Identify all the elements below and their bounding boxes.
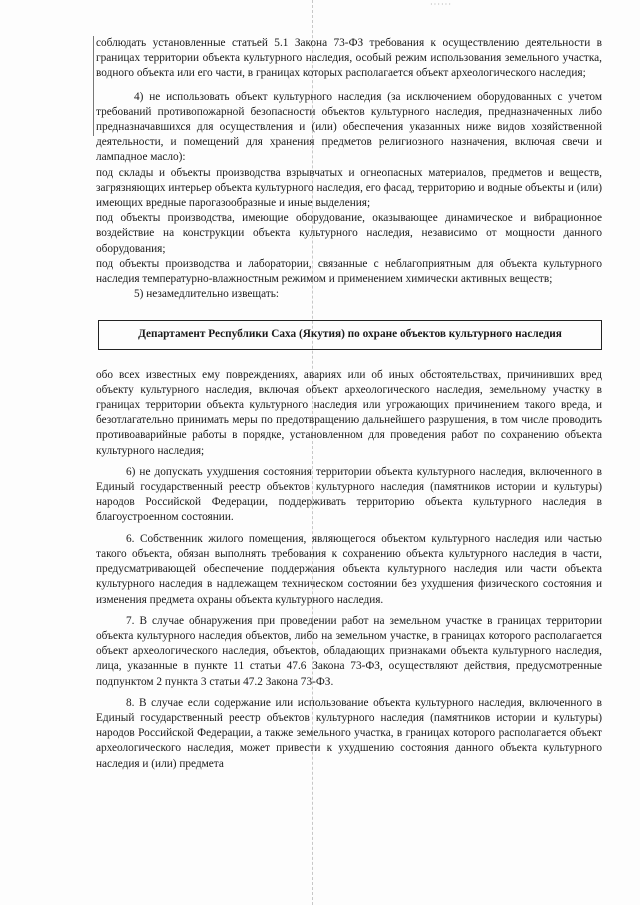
paragraph: обо всех известных ему повреждениях, авариях или об иных обстоятельствах, причинивших вред объекту культурного наследия, включая объект археологического наследия, земельному участку в границах территории объекта культурного наследия или угрожающих причинением такого вреда, и безотлагательно принимать меры по предотвращению дальнейшего разрушения, в том числе проводить противоаварийные работы в порядке, установленном для проведения работ по сохранению объекта культурного наследия; xyxy=(96,368,602,457)
paragraph: под склады и объекты производства взрывчатых и огнеопасных материалов, предметов и веществ, загрязняющих интерьер объекта культурного наследия, его фасад, территорию и водные объекты и (или) имеющих вредные парогазообразные и иные выделения; xyxy=(96,166,602,210)
department-stamp: Департамент Республики Саха (Якутия) по охране объектов культурного наследия xyxy=(98,320,602,349)
header-mark: ······ xyxy=(430,0,452,9)
paragraph: 7. В случае обнаружения при проведении работ на земельном участке в границах территории объекта культурного наследия объектов, либо на земельном участке, в границах которого располагается объект археологического наследия, объектов, обладающих признаками объекта культурного наследия, лица, указанные в пункте 11 статьи 47.6 Закона 73-ФЗ, осуществляют действия, предусмотренные подпунктом 2 пункта 3 статьи 47.2 Закона 73-ФЗ. xyxy=(96,614,602,688)
paragraph: под объекты производства, имеющие оборудование, оказывающее динамическое и вибрационное воздействие на конструкции объекта культурного наследия, независимо от мощности данного оборудования; xyxy=(96,212,602,255)
margin-bracket xyxy=(93,36,94,136)
paragraph: 4) не использовать объект культурного наследия (за исключением оборудованных с учетом требований противопожарной безопасности объектов культурного наследия, предназначенных либо предназначавшихся для осуществления и (или) обеспечения указанных ниже видов хозяйственной деятельности, и помещений для хранения предметов религиозного назначения, включая свечи и лампадное масло): xyxy=(96,90,602,164)
paragraph: под объекты производства и лаборатории, связанные с неблагоприятным для объекта культурного наследия температурно-влажностным режимом и применением химически активных веществ; xyxy=(96,257,602,286)
paragraph: соблюдать установленные статьей 5.1 Закона 73-ФЗ требования к осуществлению деятельности в границах территории объекта культурного наследия, особый режим использования земельного участка, водного объекта или его части, в границах которых располагается объект археологического наследия; xyxy=(96,37,602,80)
paragraph: 6. Собственник жилого помещения, являющегося объектом культурного наследия или частью такого объекта, обязан выполнять требования к сохранению объекта культурного наследия в части, предусматривающей обеспечение поддержания объекта культурного наследия или части объекта культурного наследия в надлежащем техническом состоянии без ухудшения физического состояния и изменения предмета охраны объекта культурного наследия. xyxy=(96,532,602,606)
paragraph: 8. В случае если содержание или использование объекта культурного наследия, включенного в Единый государственный реестр объектов культурного наследия (памятников истории и культуры) народов Российской Федерации, а также земельного участка, в границах которого располагается объект археологического наследия, может привести к ухудшению состояния данного объекта культурного наследия и (или) предмета xyxy=(96,696,602,770)
document-body xyxy=(96,36,602,772)
paragraph: 5) незамедлительно извещать: xyxy=(134,288,280,301)
paragraph: 6) не допускать ухудшения состояния территории объекта культурного наследия, включенного в Единый государственный реестр объектов культурного наследия (памятников истории и культуры) народов Российской Федерации, поддерживать территорию объекта культурного наследия в благоустроенном состоянии. xyxy=(96,465,602,524)
